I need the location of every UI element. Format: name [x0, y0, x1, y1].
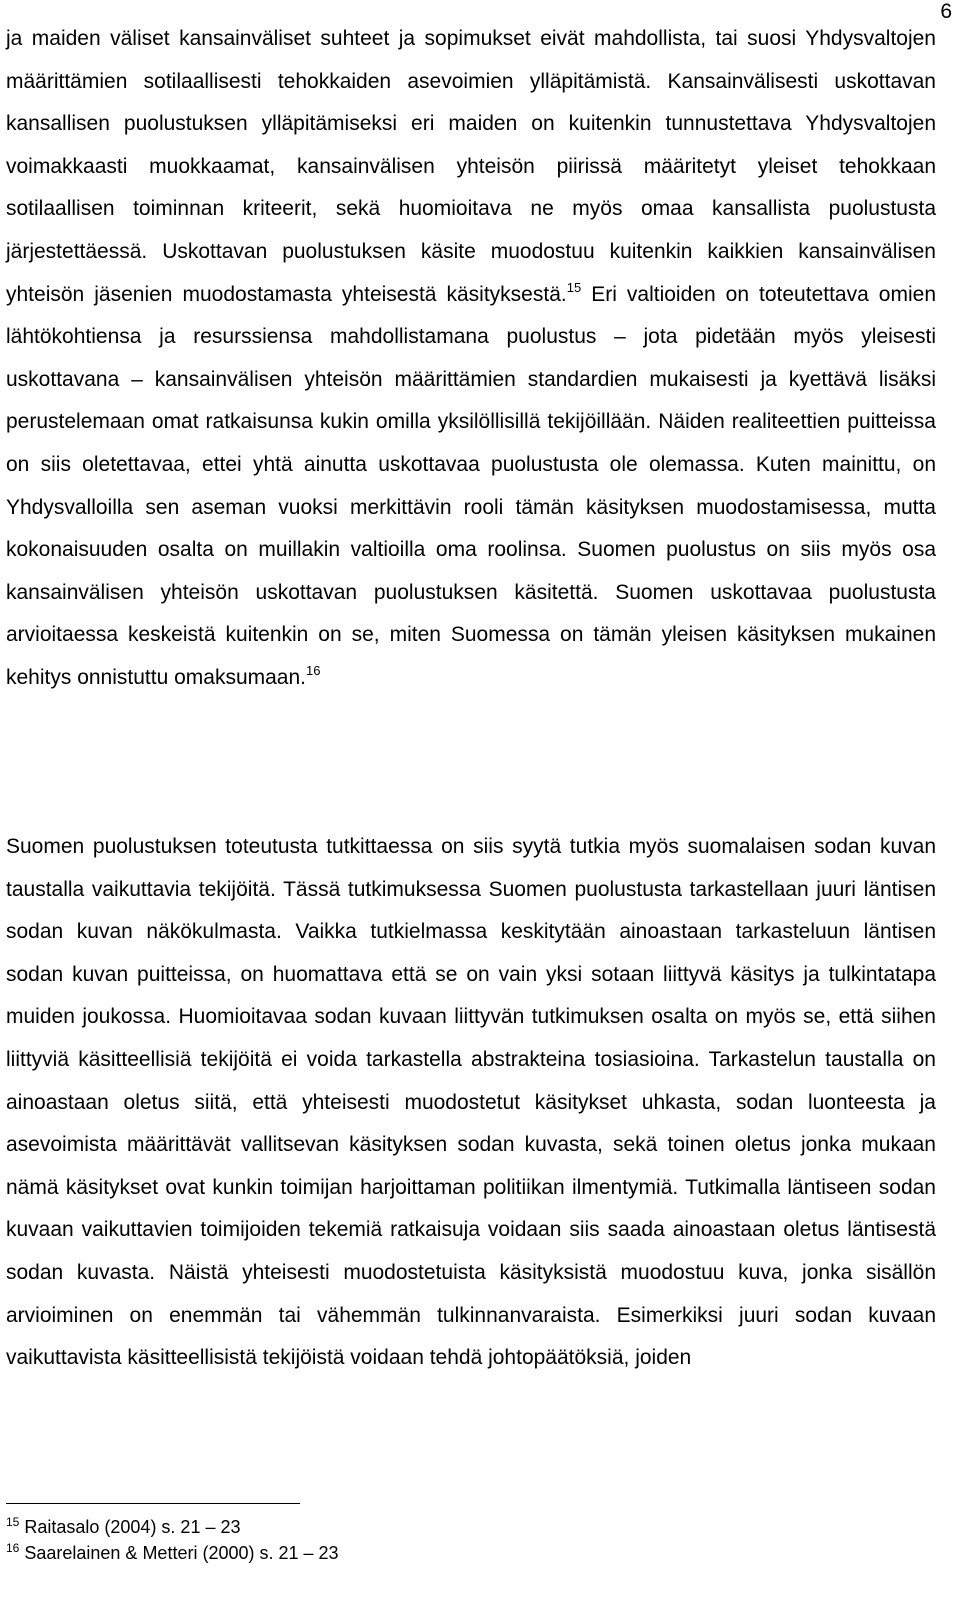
footnote-reference[interactable]: 16: [306, 662, 321, 678]
paragraph-text: Suomen puolustuksen toteutusta tutkittaessa on siis syytä tutkia myös suomalaisen sodan kuvan taustalla vaikuttavia tekijöitä. Tässä tutkimuksessa Suomen puolustusta tarkastellaan juuri läntisen sodan kuvan näkökulmasta. Vaikka tutkielmassa keskitytään ainoastaan tarkasteluun läntisen sodan kuvan puitteissa, on huomattava että se on vain yksi sotaan liittyvä käsitys ja tulkintatapa muiden joukossa. Huomioitavaa sodan kuvaan liittyvän tutkimuksen osalta on myös se, että siihen liittyviä käsitteellisiä tekijöitä ei voida tarkastella abstrakteina tosiasioina. Tarkastelun taustalla on ainoastaan oletus siitä, että yhteisesti muodostetut käsitykset uhkasta, sodan luonteesta ja asevoimista määrittävät vallitsevan käsityksen sodan kuvasta, sekä toinen oletus jonka mukaan nämä käsitykset ovat kunkin toimijan harjoittaman politiikan ilmentymiä. Tutkimalla läntiseen sodan kuvaan vaikuttavien toimijoiden tekemiä ratkaisuja voidaan siis saada ainoastaan oletus läntisestä sodan kuvasta. Näistä yhteisesti muodostetuista käsityksistä muodostuu kuva, jonka sisällön arvioiminen on enemmän tai vähemmän tulkinnanvaraista. Esimerkiksi juuri sodan kuvaan vaikuttavista käsitteellisistä tekijöistä voidaan tehdä johtopäätöksiä, joiden: [6, 835, 936, 1370]
page-number: 6: [940, 0, 952, 23]
footnote-text: Saarelainen & Metteri (2000) s. 21 – 23: [19, 1543, 339, 1563]
paragraph-text: Eri valtioiden on toteutettava omien lähtökohtiensa ja resurssiensa mahdollistamana puolustus – jota pidetään myös yleisesti uskottavana – kansainvälisen yhteisön määrittämien standardien mukaisesti ja kyettävä lisäksi perustelemaan omat ratkaisunsa kukin omilla yksilöllisillä tekijöillään. Näiden realiteettien puitteissa on siis oletettavaa, ettei yhtä ainutta uskottavaa puolustusta ole olemassa. Kuten mainittu, on Yhdysvalloilla sen aseman vuoksi merkittävin rooli tämän käsityksen muodostamisessa, mutta kokonaisuuden osalta on muillakin valtioilla oma roolinsa. Suomen puolustus on siis myös osa kansainvälisen yhteisön uskottavan puolustuksen käsitettä. Suomen uskottavaa puolustusta arvioitaessa keskeistä kuitenkin on se, miten Suomessa on tämän yleisen käsityksen mukainen kehitys onnistuttu omaksumaan.: [6, 282, 937, 689]
footnote-divider: [6, 1503, 300, 1504]
paragraph-text: ja maiden väliset kansainväliset suhteet ja sopimukset eivät mahdollista, tai suosi Yhdysvaltojen määrittämien sotilaallisesti tehokkaiden asevoimien ylläpitämistä. Kansainvälisesti uskottavan kansallisen puolustuksen ylläpitämiseksi eri maiden on kuitenkin tunnustettava Yhdysvaltojen voimakkaasti muokkaamat, kansainvälisen yhteisön piirissä määritetyt yleiset tehokkaan sotilaallisen toiminnan kriteerit, sekä huomioitava ne myös omaa kansallista puolustusta järjestettäessä. Uskottavan puolustuksen käsite muodostuu kuitenkin kaikkien kansainvälisen yhteisön jäsenien muodostamasta yhteisestä käsityksestä.: [6, 27, 936, 306]
footnote-number: 16: [6, 1541, 20, 1555]
footnote-reference[interactable]: 15: [566, 279, 582, 295]
footnote-text: Raitasalo (2004) s. 21 – 23: [19, 1517, 241, 1537]
footnotes-section: [6, 1514, 936, 1566]
footnote: [6, 1540, 936, 1566]
footnote-number: 15: [6, 1515, 20, 1529]
body-paragraph: [6, 826, 936, 1380]
body-paragraph: [6, 18, 936, 700]
footnote: [6, 1514, 936, 1540]
